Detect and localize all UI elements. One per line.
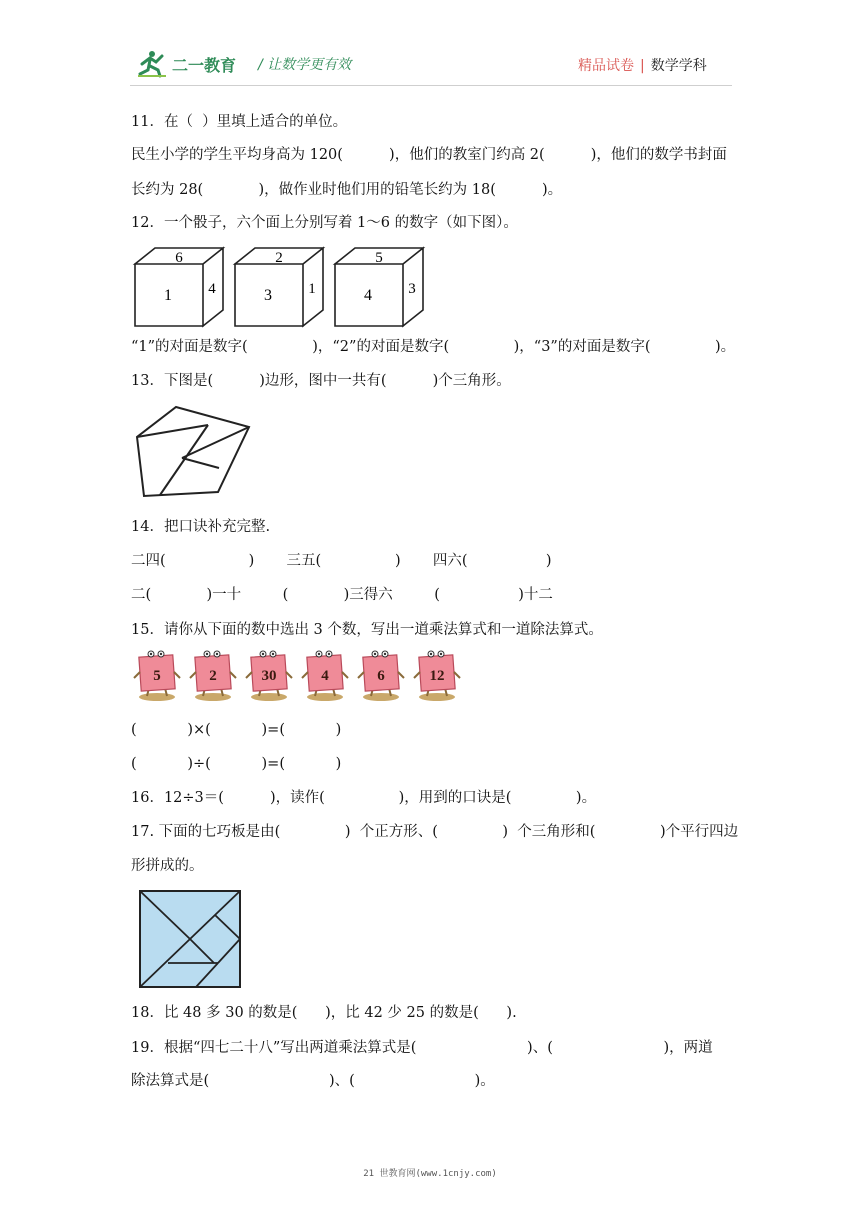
q17-line-1: 17. 下面的七巧板是由( ) 个正方形、( ) 个三角形和( )个平行四边 (131, 824, 739, 840)
die-2 (235, 248, 323, 326)
number-card-5-label: 6 (377, 668, 385, 684)
q16-title: 16．12÷3＝( )，读作( )，用到的口诀是( )。 (131, 790, 597, 806)
number-card-6-label: 12 (429, 668, 445, 684)
number-cards (130, 648, 480, 704)
pentagon-figure (130, 402, 260, 500)
q13-title: 13．下图是( )边形，图中一共有( )个三角形。 (131, 373, 511, 389)
number-card-3-label: 30 (261, 668, 277, 684)
number-card-3 (246, 651, 292, 701)
q11-title: 11．在（ ）里填上适合的单位。 (131, 114, 348, 130)
number-card-1-label: 5 (153, 668, 161, 684)
number-card-4 (302, 651, 348, 701)
q14-row-2: 二( )一十 ( )三得六 ( )十二 (131, 587, 553, 603)
die-1-front: 1 (164, 287, 172, 304)
die-2-front: 3 (264, 287, 272, 304)
die-1-side: 4 (208, 281, 216, 297)
number-card-1 (134, 651, 180, 701)
die-2-top: 2 (275, 250, 283, 266)
q12-answers: “1”的对面是数字( )，“2”的对面是数字( )，“3”的对面是数字( )。 (131, 339, 736, 355)
die-3-front: 4 (364, 287, 372, 304)
q11-line-1: 民生小学的学生平均身高为 120( )，他们的教室门约高 2( )，他们的数学书封面 (131, 147, 727, 163)
q15-division: ( )÷( )=( ) (131, 756, 342, 772)
die-3-top: 5 (375, 250, 383, 266)
page-footer: 21 世教育网(www.1cnjy.com) (363, 1169, 497, 1179)
q19-line-1: 19．根据“四七二十八”写出两道乘法算式是( )、( )，两道 (131, 1040, 713, 1056)
number-card-2 (190, 651, 236, 701)
tangram-figure (138, 889, 242, 989)
die-1-top: 6 (175, 250, 183, 266)
q15-multiplication: ( )×( )=( ) (131, 722, 342, 738)
q14-row-1: 二四( ) 三五( ) 四六( ) (131, 553, 552, 569)
die-2-side: 1 (308, 281, 316, 297)
header-subject (578, 55, 707, 75)
number-card-2-label: 2 (209, 668, 217, 684)
die-3 (335, 248, 423, 326)
q18-title: 18．比 48 多 30 的数是( )，比 42 少 25 的数是( ). (131, 1005, 517, 1021)
header-label-premium: 精品试卷 (578, 58, 634, 74)
q12-title: 12．一个骰子，六个面上分别写着 1～6 的数字（如下图）。 (131, 215, 518, 231)
runner-icon (138, 51, 166, 76)
q11-line-2: 长约为 28( )，做作业时他们用的铅笔长约为 18( )。 (131, 182, 563, 198)
header-divider (130, 85, 732, 86)
die-1 (135, 248, 223, 326)
header-label-subject: 数学学科 (650, 58, 707, 74)
site-logo (136, 48, 246, 80)
number-card-5 (358, 651, 404, 701)
logo-text: 二一教育 (172, 56, 237, 75)
q17-line-2: 形拼成的。 (131, 858, 204, 874)
header-separator: | (640, 58, 645, 74)
header-slogan: / 让数学更有效 (258, 57, 352, 73)
number-card-4-label: 4 (321, 668, 329, 684)
number-card-6 (414, 651, 460, 701)
die-3-side: 3 (408, 281, 416, 297)
q19-line-2: 除法算式是( )、( )。 (131, 1073, 495, 1089)
q14-title: 14．把口诀补充完整. (131, 519, 271, 535)
q15-title: 15．请你从下面的数中选出 3 个数，写出一道乘法算式和一道除法算式。 (131, 622, 603, 638)
dice-figure (130, 242, 430, 330)
